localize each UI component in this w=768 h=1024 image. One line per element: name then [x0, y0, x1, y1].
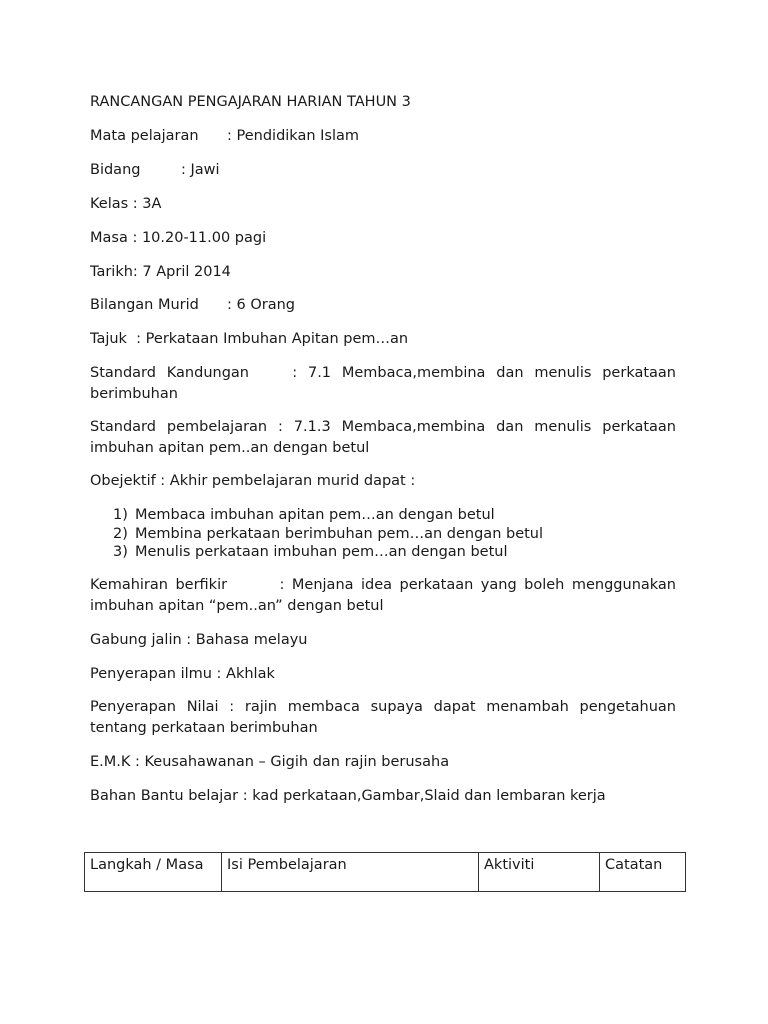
field-bahan-bantu: Bahan Bantu belajar : kad perkataan,Gambar,Slaid dan lembaran kerja [90, 788, 606, 804]
field-bilangan-murid [90, 295, 295, 315]
list-number: 1) [113, 507, 128, 523]
list-text: Menulis perkataan imbuhan pem…an dengan betul [135, 544, 508, 560]
list-item [113, 506, 543, 525]
field-masa: Masa : 10.20-11.00 pagi [90, 230, 267, 246]
list-number: 2) [113, 525, 128, 542]
field-standard-pembelajaran: Standard pembelajaran : 7.1.3 Membaca,membina dan menulis perkataan imbuhan apitan pem..an dengan betul [90, 419, 676, 456]
list-text: Membaca imbuhan apitan pem…an dengan betul [135, 507, 495, 523]
column-header-aktiviti: Aktiviti [479, 853, 600, 892]
field-emk: E.M.K : Keusahawanan – Gigih dan rajin berusaha [90, 754, 450, 770]
lesson-plan-table [84, 852, 686, 892]
document-title: RANCANGAN PENGAJARAN HARIAN TAHUN 3 [90, 94, 411, 110]
list-item [113, 525, 543, 544]
field-penyerapan-ilmu: Penyerapan ilmu : Akhlak [90, 666, 275, 682]
field-label: Mata pelajaran [90, 128, 199, 144]
field-standard-kandungan: Standard Kandungan : 7.1 Membaca,membina dan menulis perkataan berimbuhan [90, 365, 676, 402]
list-number: 3) [113, 544, 128, 560]
field-tarikh: Tarikh: 7 April 2014 [90, 264, 231, 280]
field-tajuk: Tajuk : Perkataan Imbuhan Apitan pem…an [90, 331, 409, 347]
field-kemahiran-berfikir: Kemahiran berfikir : Menjana idea perkataan yang boleh menggunakan imbuhan apitan “pem..an” dengan betul [90, 577, 676, 614]
field-kelas: Kelas : 3A [90, 196, 162, 212]
field-label: Bilangan Murid [90, 297, 199, 313]
field-value: : Pendidikan Islam [227, 128, 359, 144]
list-item [113, 543, 543, 562]
objektif-list [113, 506, 543, 562]
column-header-isi: Isi Pembelajaran [222, 853, 479, 892]
field-value: : Jawi [181, 162, 220, 178]
field-penyerapan-nilai: Penyerapan Nilai : rajin membaca supaya dapat menambah pengetahuan tentang perkataan berimbuhan [90, 699, 676, 736]
list-text: Membina perkataan berimbuhan pem…an dengan betul [135, 525, 544, 542]
field-bidang [90, 160, 220, 180]
table-header-row [85, 853, 686, 892]
field-gabung-jalin: Gabung jalin : Bahasa melayu [90, 632, 308, 648]
field-label: Bidang [90, 162, 141, 178]
column-header-catatan: Catatan [600, 853, 686, 892]
field-mata-pelajaran [90, 126, 359, 146]
field-value: : 6 Orang [227, 297, 295, 313]
field-objektif: Obejektif : Akhir pembelajaran murid dapat : [90, 473, 416, 489]
column-header-langkah: Langkah / Masa [85, 853, 222, 892]
